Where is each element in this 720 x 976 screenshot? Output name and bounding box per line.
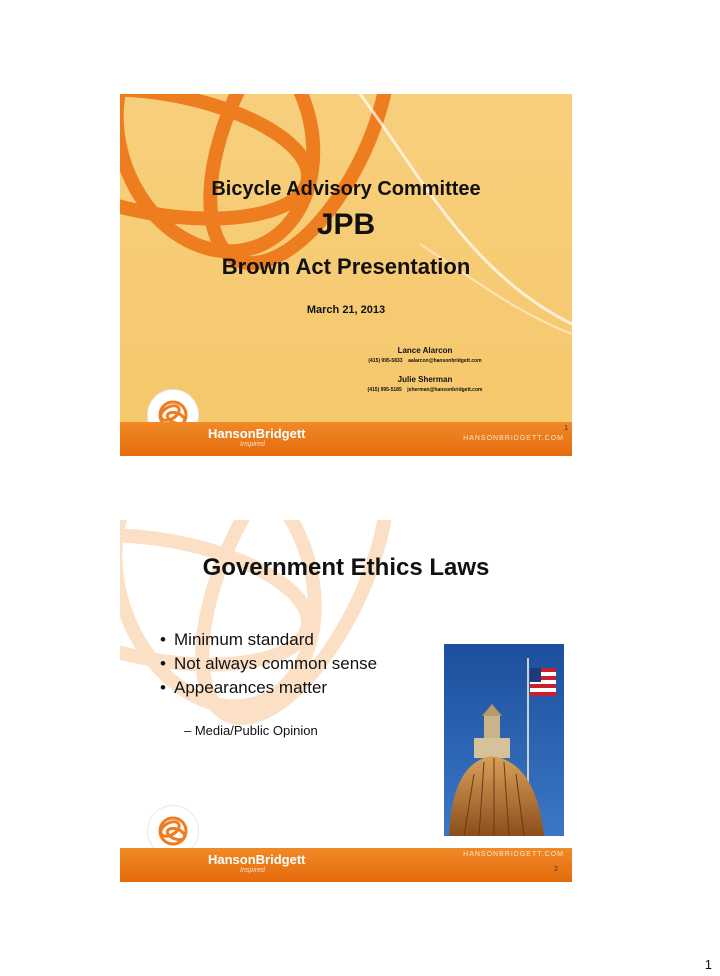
list-item <box>160 676 377 700</box>
bullet-icon: • <box>160 630 166 649</box>
list-item <box>160 652 377 676</box>
bullet-text: Minimum standard <box>174 630 314 649</box>
bullet-icon: • <box>160 678 166 697</box>
brand-name: HansonBridgett <box>208 852 306 867</box>
list-item <box>160 628 377 652</box>
brand-website: HANSONBRIDGETT.COM <box>463 435 564 442</box>
slide-title: Government Ethics Laws <box>202 554 490 581</box>
contact-name: Julie Sherman <box>397 375 453 384</box>
brand-tagline: Inspired <box>240 441 265 448</box>
contact-phone: (415) 995-5185 <box>367 387 402 393</box>
contact-details <box>320 387 530 393</box>
sub-bullet <box>184 723 318 738</box>
slide-subtitle: JPB <box>316 208 376 241</box>
slide-date: March 21, 2013 <box>306 304 386 316</box>
contact-name: Lance Alarcon <box>397 346 453 355</box>
contact-details <box>320 358 530 364</box>
contact-2 <box>320 375 530 393</box>
dash-icon: – <box>184 723 195 738</box>
bullet-list <box>160 628 377 700</box>
sub-bullet-text: Media/Public Opinion <box>194 723 318 738</box>
slide-number: 2 <box>554 866 558 873</box>
capitol-dome-photo <box>444 644 564 836</box>
contact-email: aalarcon@hansonbridgett.com <box>408 358 482 364</box>
contact-email: jsherman@hansonbridgett.com <box>407 387 483 393</box>
slide-footer <box>120 422 572 456</box>
brand-name: HansonBridgett <box>208 426 306 441</box>
bullet-text: Not always common sense <box>174 654 378 673</box>
contact-phone: (415) 995-5833 <box>368 358 403 364</box>
slide-footer <box>120 848 572 882</box>
contact-1 <box>320 346 530 364</box>
slide-number: 1 <box>564 425 568 432</box>
slide-heading: Brown Act Presentation <box>221 254 471 279</box>
brand-website: HANSONBRIDGETT.COM <box>463 851 564 858</box>
brand-tagline: Inspired <box>240 867 265 874</box>
title-slide <box>120 94 572 456</box>
capitol-dome-image <box>444 644 564 836</box>
bullet-icon: • <box>160 654 166 673</box>
bullet-text: Appearances matter <box>174 678 328 697</box>
content-slide <box>120 520 572 882</box>
document-page-number: 1 <box>704 957 712 972</box>
slide-title: Bicycle Advisory Committee <box>211 178 481 200</box>
